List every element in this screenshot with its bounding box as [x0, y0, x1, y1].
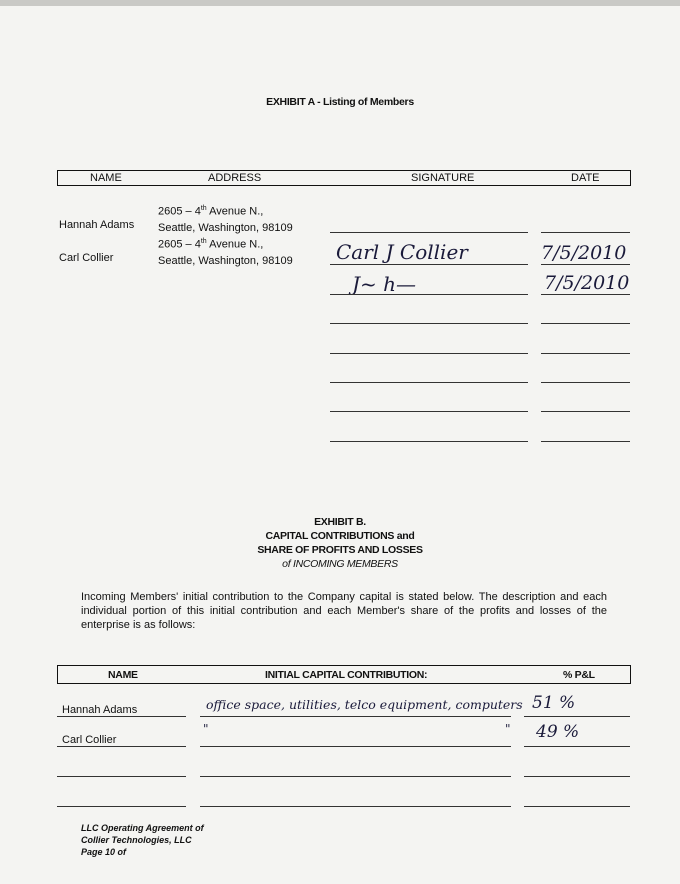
signature-line	[330, 441, 528, 442]
exhibit-b-header-row	[57, 665, 631, 684]
row-1-contribution: office space, utilities, telco equipment, computers	[206, 697, 523, 712]
signature-line	[330, 232, 528, 233]
date-line	[541, 353, 630, 354]
signature-line	[330, 411, 528, 412]
name-line	[57, 806, 186, 807]
member-2-name: Carl Collier	[59, 252, 114, 264]
exhibit-b-title: EXHIBIT B. CAPITAL CONTRIBUTIONS and SHARE OF PROFITS AND LOSSES of INCOMING MEMBERS	[257, 516, 423, 570]
contribution-line	[200, 746, 511, 747]
header-address: ADDRESS	[208, 172, 262, 184]
row-2-ditto-left: "	[203, 722, 209, 736]
exhibit-a-title: EXHIBIT A - Listing of Members	[266, 96, 414, 108]
date-1: 7/5/2010	[541, 242, 627, 264]
header-contribution: INITIAL CAPITAL CONTRIBUTION:	[265, 669, 428, 681]
date-line	[541, 232, 630, 233]
name-line	[57, 716, 186, 717]
member-2-address: 2605 – 4th Avenue N., Seattle, Washington, 98109	[158, 238, 293, 267]
contribution-line	[200, 806, 511, 807]
page-footer: LLC Operating Agreement of Collier Technologies, LLC Page 10 of	[81, 823, 204, 857]
pl-line	[524, 806, 630, 807]
date-2: 7/5/2010	[544, 272, 630, 294]
row-2-name: Carl Collier	[62, 734, 117, 746]
signature-line	[330, 264, 528, 265]
page-top-edge	[0, 0, 680, 6]
signature-1: Carl J Collier	[336, 240, 468, 264]
member-1-name: Hannah Adams	[59, 219, 135, 231]
contribution-line	[200, 776, 511, 777]
contribution-line	[200, 716, 511, 717]
exhibit-b-paragraph: Incoming Members' initial contribution to the Company capital is stated below. The description and each individual portion of this initial contribution and each Member's share of the profits and losses of the enterprise is as follows:	[81, 591, 607, 631]
pl-line	[524, 746, 630, 747]
date-line	[541, 294, 630, 295]
date-line	[541, 441, 630, 442]
row-1-name: Hannah Adams	[62, 704, 138, 716]
header-name: NAME	[90, 172, 122, 184]
header-signature: SIGNATURE	[411, 172, 475, 184]
name-line	[57, 746, 186, 747]
signature-line	[330, 382, 528, 383]
date-line	[541, 411, 630, 412]
header-date: DATE	[571, 172, 600, 184]
header-pl: % P&L	[563, 669, 595, 681]
row-1-pl: 51 %	[532, 693, 576, 713]
pl-line	[524, 776, 630, 777]
date-line	[541, 323, 630, 324]
date-line	[541, 382, 630, 383]
signature-line	[330, 294, 528, 295]
name-line	[57, 776, 186, 777]
row-2-pl: 49 %	[536, 722, 580, 742]
signature-line	[330, 323, 528, 324]
signature-line	[330, 353, 528, 354]
signature-2: J~ h—	[352, 272, 417, 296]
pl-line	[524, 716, 630, 717]
member-1-address: 2605 – 4th Avenue N., Seattle, Washington, 98109	[158, 205, 293, 234]
exhibit-a-header-row	[57, 170, 631, 186]
date-line	[541, 264, 630, 265]
row-2-ditto-right: "	[505, 722, 511, 736]
header-name: NAME	[108, 669, 138, 681]
